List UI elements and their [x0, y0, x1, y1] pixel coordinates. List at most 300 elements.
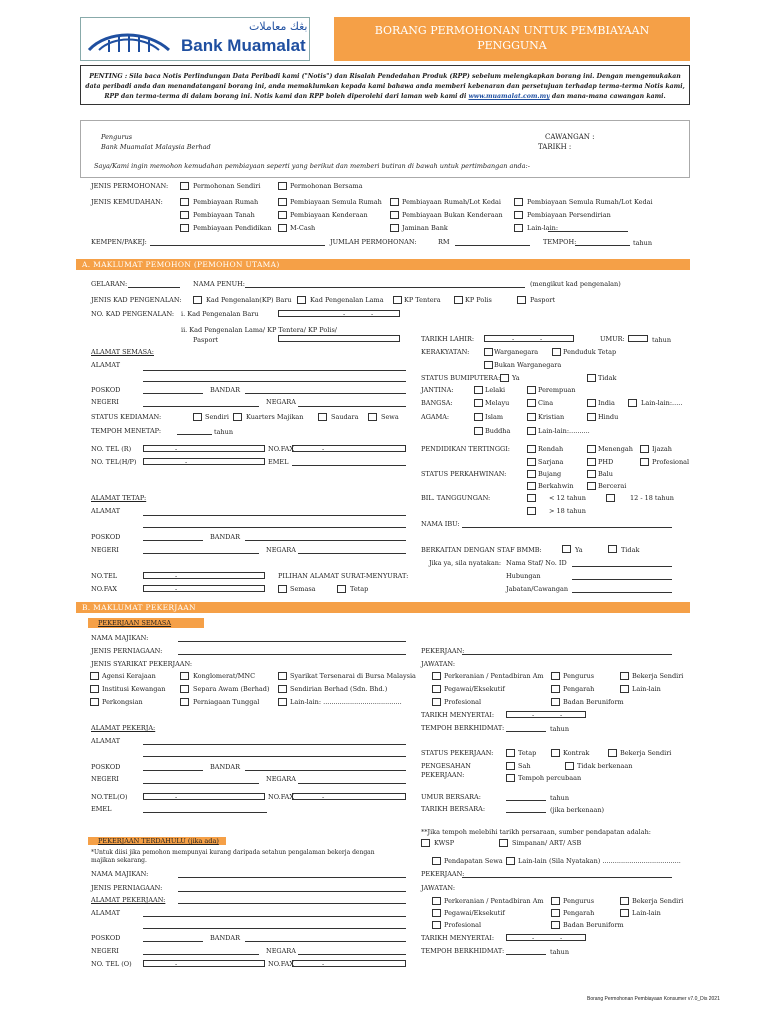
- position-7-label: Profesional: [444, 698, 482, 706]
- prev-country-field[interactable]: [298, 954, 406, 955]
- kwsp-label: KWSP: [434, 839, 455, 847]
- checkbox-facility-5[interactable]: [180, 211, 189, 219]
- religion-label: AGAMA:: [421, 413, 450, 421]
- fax-separator: -: [322, 445, 325, 453]
- checkbox-male[interactable]: [474, 386, 483, 394]
- malay-label: Melayu: [485, 399, 510, 407]
- checkbox-phd[interactable]: [587, 458, 596, 466]
- confirmed-label: Sah: [518, 762, 531, 770]
- checkbox-res-relative[interactable]: [318, 413, 327, 421]
- checkbox-staff-yes[interactable]: [562, 545, 571, 553]
- old-ic-number-label: ii. Kad Pengenalan Lama/ KP Tentera/ KP Polis/: [181, 326, 337, 334]
- employer-address-field-2[interactable]: [143, 756, 406, 757]
- dep-over18-label: > 18 tahun: [549, 507, 586, 515]
- office-phone-field[interactable]: [143, 793, 265, 800]
- campaign-label: KEMPEN/PAKEJ:: [91, 238, 147, 246]
- position-2-label: Pengurus: [563, 672, 595, 680]
- perm-tel-field[interactable]: [143, 572, 265, 579]
- probation-label: Tempoh percubaan: [518, 774, 582, 782]
- checkbox-prev-position-1[interactable]: [432, 897, 441, 905]
- staff-related-label: BERKAITAN DENGAN STAF BMMB:: [421, 546, 542, 554]
- checkbox-facility-9[interactable]: [180, 224, 189, 232]
- tenure-label: TEMPOH:: [543, 238, 577, 246]
- checkbox-malay[interactable]: [474, 399, 483, 407]
- postcode-field[interactable]: [143, 393, 203, 394]
- checkbox-citizen[interactable]: [484, 348, 493, 356]
- prev-join-date-field[interactable]: [506, 934, 586, 941]
- secondary-label: Menengah: [598, 445, 633, 453]
- staff-yes-label: Ya: [575, 546, 583, 554]
- business-type-field[interactable]: [178, 654, 406, 655]
- checkbox-prev-position-7[interactable]: [432, 921, 441, 929]
- position-3-label: Bekerja Sendiri: [632, 672, 684, 680]
- facility-6-label: Pembiayaan Kenderaan: [290, 211, 368, 219]
- checkbox-dep-under12[interactable]: [527, 494, 536, 502]
- army-ic-label: KP Tentera: [404, 296, 441, 304]
- checkbox-position-2[interactable]: [551, 672, 560, 680]
- old-ic-number-field[interactable]: [278, 335, 400, 342]
- prev-office-fax-separator: -: [322, 960, 325, 968]
- current-employment-title: PEKERJAAN SEMASA: [98, 619, 172, 627]
- perm-state-label: NEGERI: [91, 546, 119, 554]
- hindu-label: Hindu: [598, 413, 619, 421]
- amount-label: JUMLAH PERMOHONAN:: [330, 238, 417, 246]
- checkbox-chinese[interactable]: [527, 399, 536, 407]
- checkbox-facility-12[interactable]: [514, 224, 523, 232]
- checkbox-contract[interactable]: [551, 749, 560, 757]
- checkbox-non-citizen[interactable]: [484, 361, 493, 369]
- prev-postcode-field[interactable]: [143, 941, 203, 942]
- checkbox-company-8[interactable]: [180, 698, 189, 706]
- married-label: Berkahwin: [538, 482, 574, 490]
- prev-office-phone-label: NO. TEL (O): [91, 960, 132, 968]
- prev-state-field[interactable]: [143, 954, 259, 955]
- home-phone-field[interactable]: [143, 445, 265, 452]
- emp-country-field[interactable]: [298, 783, 406, 784]
- prev-service-length-field[interactable]: [506, 954, 546, 955]
- occupation-field[interactable]: [462, 654, 672, 655]
- checkbox-prev-position-6[interactable]: [620, 909, 629, 917]
- retirement-age-field[interactable]: [506, 800, 546, 801]
- checkbox-dep-over18[interactable]: [527, 507, 536, 515]
- checkbox-confirmed[interactable]: [506, 762, 515, 770]
- employer-address-field-1[interactable]: [143, 744, 406, 745]
- mailing-pref-label: PILIHAN ALAMAT SURAT-MENYURAT:: [278, 572, 409, 580]
- state-label: NEGERI: [91, 398, 119, 406]
- perm-country-field[interactable]: [298, 553, 406, 554]
- prev-position-7-label: Profesional: [444, 921, 482, 929]
- prev-employer-address-field-0[interactable]: [178, 903, 406, 904]
- permanent-address-field-2[interactable]: [143, 527, 406, 528]
- checkbox-facility-11[interactable]: [390, 224, 399, 232]
- checkbox-position-7[interactable]: [432, 698, 441, 706]
- checkbox-position-5[interactable]: [551, 685, 560, 693]
- checkbox-facility-10[interactable]: [278, 224, 287, 232]
- checkbox-company-1[interactable]: [90, 672, 99, 680]
- checkbox-race-other[interactable]: [628, 399, 637, 407]
- position-8-label: Badan Beruniform: [563, 698, 624, 706]
- checkbox-company-7[interactable]: [90, 698, 99, 706]
- emp-country-label: NEGARA: [266, 775, 296, 783]
- male-label: Lelaki: [485, 386, 506, 394]
- residence-period-unit: tahun: [214, 428, 234, 436]
- prev-business-type-field[interactable]: [178, 891, 406, 892]
- email-field[interactable]: [292, 465, 406, 466]
- prev-position-6-label: Lain-lain: [632, 909, 661, 917]
- checkbox-savings[interactable]: [499, 839, 508, 847]
- prev-employer-name-label: NAMA MAJIKAN:: [91, 870, 149, 878]
- dob-label: TARIKH LAHIR:: [421, 335, 475, 343]
- company-8-label: Perniagaan Tunggal: [193, 698, 260, 706]
- facility-1-label: Pembiayaan Rumah: [193, 198, 259, 206]
- form-title-banner: [334, 17, 690, 61]
- company-9-label: Lain-lain: ......................................: [290, 698, 402, 706]
- checkbox-own-application[interactable]: [180, 182, 189, 190]
- prev-join-date-label: TARIKH MENYERTAI:: [421, 934, 495, 942]
- permanent-label: Tetap: [518, 749, 537, 757]
- checkbox-passport[interactable]: [517, 296, 526, 304]
- emp-postcode-field[interactable]: [143, 770, 203, 771]
- contract-label: Kontrak: [563, 749, 590, 757]
- checkbox-buddha[interactable]: [474, 427, 483, 435]
- checkbox-police-ic[interactable]: [454, 296, 463, 304]
- full-name-label: NAMA PENUH:: [193, 280, 245, 288]
- current-address-field-2[interactable]: [143, 381, 406, 382]
- checkbox-not-applicable[interactable]: [565, 762, 574, 770]
- occupation-label: PEKERJAAN:: [421, 647, 465, 655]
- company-1-label: Agensi Kerajaan: [102, 672, 156, 680]
- perm-postcode-field[interactable]: [143, 540, 203, 541]
- company-5-label: Separa Awam (Berhad): [193, 685, 270, 693]
- checkbox-joint-application[interactable]: [278, 182, 287, 190]
- checkbox-position-3[interactable]: [620, 672, 629, 680]
- checkbox-hindu[interactable]: [587, 413, 596, 421]
- checkbox-religion-other[interactable]: [527, 427, 536, 435]
- checkbox-dep-12-18[interactable]: [606, 494, 615, 502]
- citizenship-label: KERAKYATAN:: [421, 348, 470, 356]
- savings-label: Simpanan/ ART/ ASB: [512, 839, 582, 847]
- education-label: PENDIDIKAN TERTINGGI:: [421, 445, 510, 453]
- checkbox-mail-current[interactable]: [278, 585, 287, 593]
- age-field[interactable]: [628, 335, 648, 342]
- checkbox-facility-2[interactable]: [278, 198, 287, 206]
- prev-office-phone-field[interactable]: [143, 960, 265, 967]
- prev-occupation-label: PEKERJAAN:: [421, 870, 465, 878]
- department-field[interactable]: [572, 592, 672, 593]
- home-phone-separator: -: [175, 445, 178, 453]
- facility-12-label: Lain-lain:: [527, 224, 559, 232]
- emp-city-field[interactable]: [245, 770, 406, 771]
- age-unit: tahun: [652, 336, 672, 344]
- checkbox-income-other[interactable]: [506, 857, 515, 865]
- checkbox-company-6[interactable]: [278, 685, 287, 693]
- perm-state-field[interactable]: [143, 553, 259, 554]
- checkbox-company-5[interactable]: [180, 685, 189, 693]
- country-field[interactable]: [298, 406, 406, 407]
- position-label: JAWATAN:: [421, 660, 456, 668]
- checkbox-position-1[interactable]: [432, 672, 441, 680]
- prev-service-length-label: TEMPOH BERKHIDMAT:: [421, 947, 505, 955]
- prev-address-label: ALAMAT: [91, 909, 121, 917]
- checkbox-bumi-no[interactable]: [587, 374, 596, 382]
- checkbox-old-ic[interactable]: [297, 296, 306, 304]
- join-date-field[interactable]: [506, 711, 586, 718]
- checkbox-primary[interactable]: [527, 445, 536, 453]
- staff-no-label: Tidak: [621, 546, 640, 554]
- dob-separator-2: -: [540, 335, 543, 343]
- res-quarters-label: Kuarters Majikan: [246, 413, 304, 421]
- section-a-header: A. MAKLUMAT PEMOHON (PEMOHON UTAMA): [76, 259, 690, 270]
- checkbox-self-employed[interactable]: [608, 749, 617, 757]
- race-other-label: Lain-lain:.....: [641, 399, 683, 407]
- full-name-field[interactable]: [245, 287, 525, 288]
- company-2-label: Konglomerat/MNC: [193, 672, 256, 680]
- service-length-field[interactable]: [506, 731, 546, 732]
- divorced-label: Bercerai: [598, 482, 627, 490]
- facility-4-label: Pembiayaan Semula Rumah/Lot Kedai: [527, 198, 653, 206]
- employer-address-heading: ALAMAT PEKERJA:: [91, 724, 156, 732]
- checkbox-army-ic[interactable]: [393, 296, 402, 304]
- checkbox-divorced[interactable]: [587, 482, 596, 490]
- checkbox-bumi-yes[interactable]: [500, 374, 509, 382]
- prev-address-field-1[interactable]: [143, 916, 406, 917]
- intro-text: Saya/Kami ingin memohon kemudahan pembiayaan seperti yang berikut dan memberi butiran di bawah untuk pertimbangan anda:-: [94, 162, 530, 170]
- prev-country-label: NEGARA: [266, 947, 296, 955]
- checkbox-islam[interactable]: [474, 413, 483, 421]
- bumi-status-label: STATUS BUMIPUTERA:: [421, 374, 501, 382]
- new-ic-number-field[interactable]: [278, 310, 400, 317]
- perm-fax-field[interactable]: [143, 585, 265, 592]
- prev-city-label: BANDAR: [210, 934, 240, 942]
- income-other-label: Lain-lain (Sila Nyatakan) ......................................: [518, 857, 681, 865]
- chinese-label: Cina: [538, 399, 554, 407]
- checkbox-position-6[interactable]: [620, 685, 629, 693]
- checkbox-facility-3[interactable]: [390, 198, 399, 206]
- fax-label: NO.FAX: [268, 445, 294, 453]
- perm-fax-separator: -: [175, 585, 178, 593]
- checkbox-pr[interactable]: [552, 348, 561, 356]
- masters-label: Sarjana: [538, 458, 564, 466]
- checkbox-res-quarters[interactable]: [233, 413, 242, 421]
- office-fax-field[interactable]: [292, 793, 406, 800]
- checkbox-facility-1[interactable]: [180, 198, 189, 206]
- prev-office-fax-label: NO.FAX: [268, 960, 294, 968]
- checkbox-christian[interactable]: [527, 413, 536, 421]
- perm-city-field[interactable]: [245, 540, 406, 541]
- female-label: Perempuan: [538, 386, 576, 394]
- confirmation-label: PENGESAHAN: [421, 762, 471, 770]
- checkbox-facility-8[interactable]: [514, 211, 523, 219]
- checkbox-prev-position-3[interactable]: [620, 897, 629, 905]
- islam-label: Islam: [485, 413, 504, 421]
- staff-name-field[interactable]: [572, 566, 672, 567]
- facility-other-field[interactable]: [548, 231, 628, 232]
- retirement-age-unit: tahun: [550, 794, 570, 802]
- checkbox-facility-7[interactable]: [390, 211, 399, 219]
- checkbox-single[interactable]: [527, 470, 536, 478]
- dob-separator-1: -: [512, 335, 515, 343]
- position-4-label: Pegawai/Eksekutif: [444, 685, 505, 693]
- new-ic-label: Kad Pengenalan(KP) Baru: [206, 296, 292, 304]
- pr-label: Penduduk Tetap: [563, 348, 617, 356]
- business-type-label: JENIS PERNIAGAAN:: [91, 647, 163, 655]
- emp-postcode-label: POSKOD: [91, 763, 121, 771]
- staff-if-yes-label: Jika ya, sila nyatakan:: [429, 559, 502, 567]
- join-date-separator-1: -: [532, 711, 535, 719]
- perm-fax-label: NO.FAX: [91, 585, 117, 593]
- bank-logo-icon: [87, 28, 171, 54]
- staff-name-label: Nama Staf/ No. ID: [506, 559, 567, 567]
- branch-label: CAWANGAN :: [545, 133, 595, 141]
- checkbox-professional[interactable]: [640, 458, 649, 466]
- passport-number-label: Pasport: [193, 336, 219, 344]
- position-5-label: Pengarah: [563, 685, 595, 693]
- checkbox-kwsp[interactable]: [421, 839, 430, 847]
- checkbox-married[interactable]: [527, 482, 536, 490]
- date-label: TARIKH :: [538, 143, 572, 151]
- permanent-address-label: ALAMAT: [91, 507, 121, 515]
- bank-logo: [80, 17, 310, 61]
- facility-7-label: Pembiayaan Bukan Kenderaan: [402, 211, 503, 219]
- checkbox-rental-income[interactable]: [432, 857, 441, 865]
- checkbox-masters[interactable]: [527, 458, 536, 466]
- checkbox-degree[interactable]: [640, 445, 649, 453]
- prev-office-fax-field[interactable]: [292, 960, 406, 967]
- prev-employer-name-field[interactable]: [178, 877, 406, 878]
- home-phone-label: NO. TEL (R): [91, 445, 132, 453]
- prev-address-field-2[interactable]: [143, 928, 406, 929]
- checkbox-prev-position-4[interactable]: [432, 909, 441, 917]
- joint-application-label: Permohonan Bersama: [290, 182, 363, 190]
- checkbox-secondary[interactable]: [587, 445, 596, 453]
- non-citizen-label: Bukan Warganegara: [494, 361, 562, 369]
- title-field[interactable]: [128, 287, 180, 288]
- own-application-label: Permohonan Sendiri: [193, 182, 261, 190]
- dob-field[interactable]: [484, 335, 574, 342]
- office-email-label: EMEL: [91, 805, 112, 813]
- section-b-header: B. MAKLUMAT PEKERJAAN: [76, 602, 690, 613]
- facility-5-label: Pembiayaan Tanah: [193, 211, 255, 219]
- prev-position-8-label: Badan Beruniform: [563, 921, 624, 929]
- bank-name: Bank Muamalat: [181, 36, 306, 55]
- email-label: EMEL: [268, 458, 289, 466]
- checkbox-company-2[interactable]: [180, 672, 189, 680]
- checkbox-new-ic[interactable]: [193, 296, 202, 304]
- citizen-label: Warganegara: [494, 348, 539, 356]
- checkbox-prev-position-2[interactable]: [551, 897, 560, 905]
- relationship-label: Hubungan: [506, 572, 541, 580]
- christian-label: Kristian: [538, 413, 565, 421]
- prev-position-5-label: Pengarah: [563, 909, 595, 917]
- emp-state-label: NEGERI: [91, 775, 119, 783]
- checkbox-permanent[interactable]: [506, 749, 515, 757]
- id-type-label: JENIS KAD PENGENALAN:: [91, 296, 182, 304]
- emp-state-field[interactable]: [143, 783, 259, 784]
- office-fax-label: NO.FAX: [268, 793, 294, 801]
- tenure-field[interactable]: [575, 245, 630, 246]
- checkbox-prev-position-8[interactable]: [551, 921, 560, 929]
- res-relative-label: Saudara: [331, 413, 359, 421]
- permanent-address-heading: ALAMAT TETAP:: [91, 494, 147, 502]
- title-label: GELARAN:: [91, 280, 128, 288]
- checkbox-prev-position-5[interactable]: [551, 909, 560, 917]
- relationship-field[interactable]: [572, 579, 672, 580]
- checkbox-facility-6[interactable]: [278, 211, 287, 219]
- checkbox-company-3[interactable]: [278, 672, 287, 680]
- indian-label: India: [598, 399, 615, 407]
- checkbox-indian[interactable]: [587, 399, 596, 407]
- prev-occupation-field[interactable]: [462, 877, 672, 878]
- fax-field[interactable]: [292, 445, 406, 452]
- current-address-field-1[interactable]: [143, 370, 406, 371]
- checkbox-mail-permanent[interactable]: [337, 585, 346, 593]
- checkbox-facility-4[interactable]: [514, 198, 523, 206]
- religion-other-label: Lain-lain:..........: [538, 427, 590, 435]
- checkbox-widowed[interactable]: [587, 470, 596, 478]
- currency-label: RM: [438, 238, 450, 246]
- retirement-date-label: TARIKH BERSARA:: [421, 805, 486, 813]
- amount-field[interactable]: [455, 245, 530, 246]
- checkbox-probation[interactable]: [506, 774, 515, 782]
- checkbox-company-4[interactable]: [90, 685, 99, 693]
- checkbox-res-rent[interactable]: [368, 413, 377, 421]
- buddha-label: Buddha: [485, 427, 511, 435]
- single-label: Bujang: [538, 470, 562, 478]
- dep-12-18-label: 12 - 18 tahun: [630, 494, 674, 502]
- country-label: NEGARA: [266, 398, 296, 406]
- city-field[interactable]: [245, 393, 406, 394]
- campaign-field[interactable]: [150, 245, 325, 246]
- website-link[interactable]: www.muamalat.com.my: [468, 93, 550, 100]
- prev-employer-address-heading: ALAMAT PEKERJAAN:: [91, 896, 166, 904]
- retirement-age-label: UMUR BERSARA:: [421, 793, 481, 801]
- prev-postcode-label: POSKOD: [91, 934, 121, 942]
- perm-country-label: NEGARA: [266, 546, 296, 554]
- prev-city-field[interactable]: [245, 941, 406, 942]
- checkbox-position-4[interactable]: [432, 685, 441, 693]
- state-field[interactable]: [143, 406, 259, 407]
- application-type-label: JENIS PERMOHONAN:: [91, 182, 169, 190]
- city-label: BANDAR: [210, 386, 240, 394]
- current-address-heading: ALAMAT SEMASA:: [91, 348, 154, 356]
- confirmation-label-2: PEKERJAAN:: [421, 771, 465, 779]
- office-phone-separator: -: [175, 793, 178, 801]
- permanent-address-field-1[interactable]: [143, 515, 406, 516]
- mother-name-field[interactable]: [462, 527, 672, 528]
- dep-under12-label: < 12 tahun: [549, 494, 586, 502]
- residence-status-label: STATUS KEDIAMAN:: [91, 413, 162, 421]
- current-address-label: ALAMAT: [91, 361, 121, 369]
- mobile-field[interactable]: [143, 458, 265, 465]
- ic-separator-2: -: [371, 310, 374, 318]
- office-email-field[interactable]: [143, 812, 267, 813]
- degree-label: Ijazah: [652, 445, 672, 453]
- residence-period-field[interactable]: [177, 434, 212, 435]
- employer-name-field[interactable]: [178, 641, 406, 642]
- checkbox-position-8[interactable]: [551, 698, 560, 706]
- retirement-date-field[interactable]: [506, 812, 546, 813]
- not-applicable-label: Tidak berkenaan: [577, 762, 633, 770]
- postcode-label: POSKOD: [91, 386, 121, 394]
- checkbox-female[interactable]: [527, 386, 536, 394]
- police-ic-label: KP Polis: [465, 296, 492, 304]
- checkbox-res-own[interactable]: [193, 413, 202, 421]
- checkbox-company-9[interactable]: [278, 698, 287, 706]
- position-1-label: Perkeranian / Pentadbiran Am: [444, 672, 544, 680]
- office-phone-label: NO.TEL(O): [91, 793, 128, 801]
- bumi-no-label: Tidak: [598, 374, 617, 382]
- checkbox-staff-no[interactable]: [608, 545, 617, 553]
